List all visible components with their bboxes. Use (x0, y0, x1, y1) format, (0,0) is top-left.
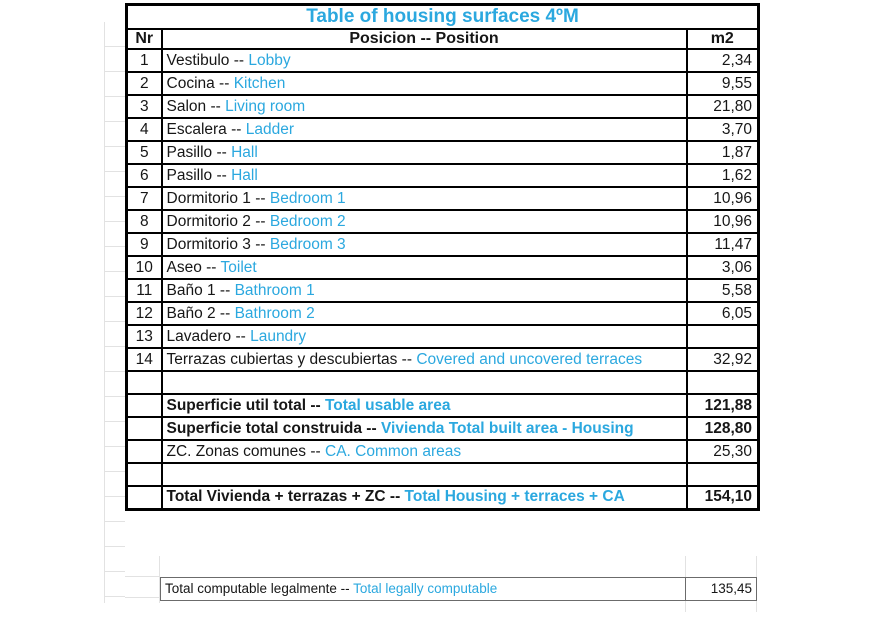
cell-m2 (687, 463, 759, 486)
cell-nr: 12 (127, 302, 162, 325)
cell-nr: 5 (127, 141, 162, 164)
position-en: CA. Common areas (325, 442, 462, 460)
position-es: Lavadero -- (166, 327, 251, 345)
table-row (127, 95, 759, 118)
table-row (127, 164, 759, 187)
cell-m2: 6,05 (687, 302, 759, 325)
position-en: Bedroom 2 (269, 212, 346, 230)
position-es: Pasillo -- (166, 143, 232, 161)
table-row (127, 210, 759, 233)
position-en: Bedroom 1 (269, 189, 346, 207)
cell-nr (127, 463, 162, 486)
column-header-position: Posicion -- Position (162, 29, 687, 49)
summary-row (127, 440, 759, 463)
position-es: Dormitorio 2 -- (166, 212, 270, 230)
cell-position (162, 279, 687, 302)
cell-m2: 32,92 (687, 348, 759, 371)
legal-total-value: 135,45 (685, 578, 756, 600)
cell-nr: 10 (127, 256, 162, 279)
table-row (127, 141, 759, 164)
cell-m2: 25,30 (687, 440, 759, 463)
cell-nr: 8 (127, 210, 162, 233)
position-es: Aseo -- (166, 258, 221, 276)
table-row (127, 302, 759, 325)
cell-position (162, 72, 687, 95)
summary-row (127, 417, 759, 440)
excel-gridlines-below (125, 556, 160, 603)
cell-nr: 3 (127, 95, 162, 118)
position-en: Lobby (248, 51, 291, 69)
position-es: Baño 2 -- (166, 304, 235, 322)
cell-m2: 3,70 (687, 118, 759, 141)
cell-m2: 121,88 (687, 394, 759, 417)
cell-position (162, 256, 687, 279)
position-en: Laundry (250, 327, 307, 345)
cell-position (162, 325, 687, 348)
position-en: Total usable area (324, 396, 451, 414)
cell-nr (127, 486, 162, 509)
position-en: Ladder (245, 120, 295, 138)
position-en: Toilet (220, 258, 257, 276)
cell-position (162, 118, 687, 141)
cell-position (162, 417, 687, 440)
legal-total-label-en: Total legally computable (353, 581, 498, 596)
cell-position (162, 371, 687, 394)
legal-total-box (160, 577, 757, 601)
position-en: Hall (231, 143, 258, 161)
table-row (127, 256, 759, 279)
cell-position (162, 440, 687, 463)
cell-m2: 128,80 (687, 417, 759, 440)
legal-total-label (161, 578, 685, 600)
cell-m2 (687, 371, 759, 394)
position-en: Bathroom 2 (234, 304, 315, 322)
position-es: Escalera -- (166, 120, 246, 138)
cell-position (162, 394, 687, 417)
cell-m2 (687, 325, 759, 348)
table-row (127, 233, 759, 256)
cell-nr: 14 (127, 348, 162, 371)
table-row (127, 72, 759, 95)
table-row (127, 348, 759, 371)
column-header-nr: Nr (127, 29, 162, 49)
spacer-row (127, 371, 759, 394)
title-row (127, 5, 759, 30)
position-en: Bedroom 3 (269, 235, 346, 253)
cell-position (162, 49, 687, 72)
table-row (127, 118, 759, 141)
position-en: Bathroom 1 (234, 281, 315, 299)
cell-m2: 5,58 (687, 279, 759, 302)
cell-position (162, 486, 687, 509)
position-es: Terrazas cubiertas y descubiertas -- (166, 350, 417, 368)
cell-nr: 7 (127, 187, 162, 210)
position-es: Dormitorio 3 -- (166, 235, 270, 253)
cell-position (162, 141, 687, 164)
position-en: Hall (231, 166, 258, 184)
cell-position (162, 210, 687, 233)
spacer-row (127, 463, 759, 486)
position-en: Kitchen (233, 74, 286, 92)
cell-nr: 13 (127, 325, 162, 348)
table-row (127, 187, 759, 210)
cell-m2: 10,96 (687, 210, 759, 233)
cell-nr (127, 417, 162, 440)
position-es: Salon -- (166, 97, 226, 115)
cell-m2: 1,87 (687, 141, 759, 164)
cell-nr (127, 440, 162, 463)
cell-m2: 9,55 (687, 72, 759, 95)
position-en: Total Housing + terraces + CA (404, 488, 625, 506)
legal-total-separator: -- (340, 581, 354, 596)
position-es: ZC. Zonas comunes -- (166, 442, 325, 460)
table-row (127, 49, 759, 72)
cell-position (162, 164, 687, 187)
cell-position (162, 463, 687, 486)
legal-total-label-es: Total computable legalmente (165, 581, 337, 596)
cell-m2: 21,80 (687, 95, 759, 118)
cell-m2: 10,96 (687, 187, 759, 210)
cell-m2: 3,06 (687, 256, 759, 279)
position-es: Total Vivienda + terrazas + ZC -- (166, 488, 405, 506)
page-title: Table of housing surfaces 4ºM (127, 5, 759, 30)
cell-position (162, 348, 687, 371)
cell-position (162, 302, 687, 325)
cell-m2: 11,47 (687, 233, 759, 256)
cell-nr (127, 394, 162, 417)
position-en: Living room (225, 97, 306, 115)
cell-nr (127, 371, 162, 394)
position-es: Superficie total construida -- (166, 419, 381, 437)
cell-nr: 2 (127, 72, 162, 95)
position-es: Cocina -- (166, 74, 234, 92)
grand-total-row (127, 486, 759, 509)
housing-surfaces-table (125, 3, 760, 511)
cell-nr: 6 (127, 164, 162, 187)
cell-nr: 4 (127, 118, 162, 141)
position-es: Dormitorio 1 -- (166, 189, 270, 207)
position-es: Pasillo -- (166, 166, 232, 184)
position-es: Baño 1 -- (166, 281, 235, 299)
summary-row (127, 394, 759, 417)
position-en: Vivienda Total built area - Housing (380, 419, 634, 437)
cell-position (162, 95, 687, 118)
cell-m2: 1,62 (687, 164, 759, 187)
cell-position (162, 187, 687, 210)
cell-nr: 11 (127, 279, 162, 302)
position-en: Covered and uncovered terraces (416, 350, 643, 368)
cell-m2: 154,10 (687, 486, 759, 509)
excel-gridlines-left (104, 22, 125, 603)
position-es: Vestibulo -- (166, 51, 249, 69)
cell-m2: 2,34 (687, 49, 759, 72)
table-row (127, 279, 759, 302)
cell-position (162, 233, 687, 256)
header-row (127, 29, 759, 49)
position-es: Superficie util total -- (166, 396, 325, 414)
column-header-m2: m2 (687, 29, 759, 49)
table-row (127, 325, 759, 348)
cell-nr: 1 (127, 49, 162, 72)
cell-nr: 9 (127, 233, 162, 256)
